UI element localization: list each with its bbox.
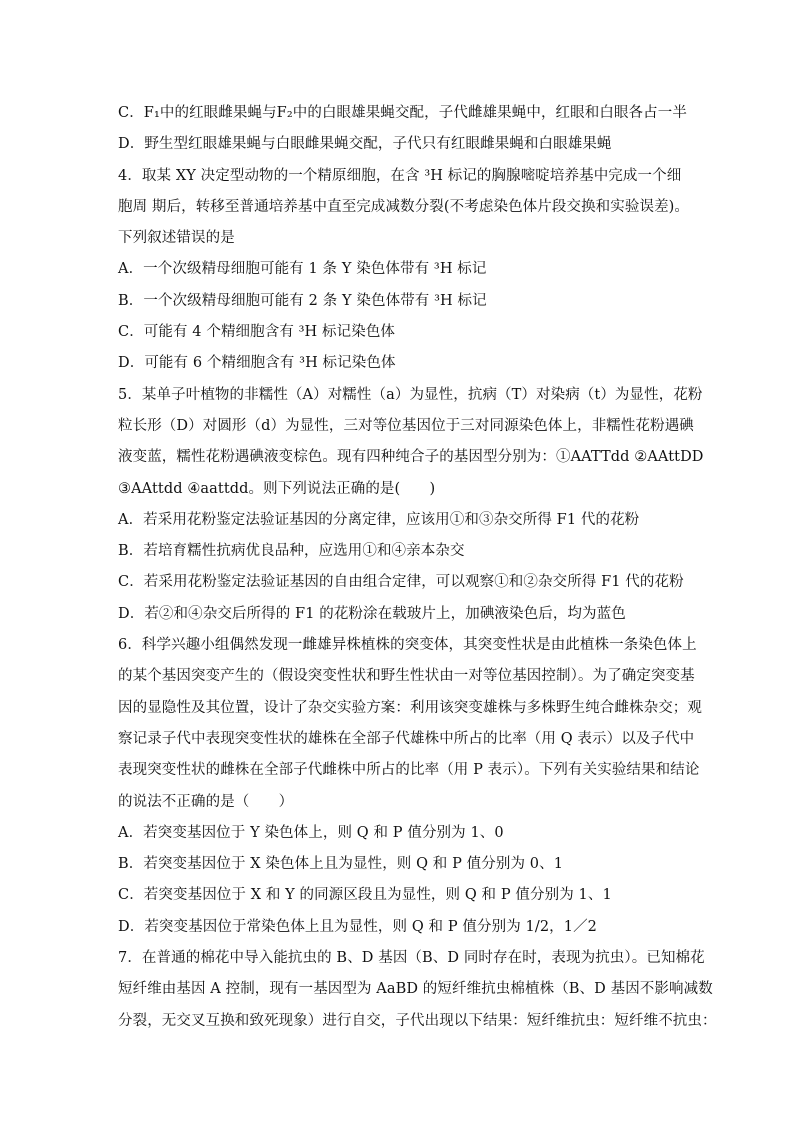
text-line: A．若采用花粉鉴定法验证基因的分离定律，应该用①和③杂交所得 F1 代的花粉: [118, 511, 640, 528]
text-line: C．可能有 4 个精细胞含有 ³H 标记染色体: [118, 324, 396, 341]
text-line: 胞周 期后，转移至普通培养基中直至完成减数分裂(不考虑染色体片段交换和实验误差)。: [118, 198, 690, 215]
text-line: D．野生型红眼雄果蝇与白眼雌果蝇交配，子代只有红眼雌果蝇和白眼雄果蝇: [118, 136, 612, 153]
text-line: A．若突变基因位于 Y 染色体上，则 Q 和 P 值分别为 1、0: [118, 824, 504, 841]
text-line: B．若突变基因位于 X 染色体上且为显性，则 Q 和 P 值分别为 0、1: [118, 856, 564, 873]
text-line: ③AAttdd ④aattdd。则下列说法正确的是( ): [118, 480, 436, 497]
text-line: A．一个次级精母细胞可能有 1 条 Y 染色体带有 ³H 标记: [118, 261, 487, 278]
text-line: C．若采用花粉鉴定法验证基因的自由组合定律，可以观察①和②杂交所得 F1 代的花粉: [118, 574, 684, 591]
text-line: 粒长形（D）对圆形（d）为显性，三对等位基因位于三对同源染色体上，非糯性花粉遇碘: [118, 417, 694, 434]
text-line: 4．取某 XY 决定型动物的一个精原细胞，在含 ³H 标记的胸腺嘧啶培养基中完成一个细: [118, 167, 682, 184]
text-line: 7．在普通的棉花中导入能抗虫的 B、D 基因（B、D 同时存在时，表现为抗虫）。已知棉花: [118, 950, 705, 967]
text-line: B．一个次级精母细胞可能有 2 条 Y 染色体带有 ³H 标记: [118, 292, 487, 309]
text-line: 分裂，无交叉互换和致死现象）进行自交，子代出现以下结果：短纤维抗虫：短纤维不抗虫：: [118, 1012, 717, 1029]
text-line: 短纤维由基因 A 控制，现有一基因型为 AaBD 的短纤维抗虫棉植株（B、D 基因不影响减数: [118, 981, 713, 998]
text-line: 液变蓝，糯性花粉遇碘液变棕色。现有四种纯合子的基因型分别为：①AATTdd ②AAttDD: [118, 449, 704, 466]
text-line: B．若培育糯性抗病优良品种，应选用①和④亲本杂交: [118, 543, 465, 560]
text-line: D．若突变基因位于常染色体上且为显性，则 Q 和 P 值分别为 1/2，1／2: [118, 918, 597, 935]
text-line: 5．某单子叶植物的非糯性（A）对糯性（a）为显性，抗病（T）对染病（t）为显性，花粉: [118, 386, 703, 403]
text-line: C．若突变基因位于 X 和 Y 的同源区段且为显性，则 Q 和 P 值分别为 1、1: [118, 887, 612, 904]
text-line: 因的显隐性及其位置，设计了杂交实验方案：利用该突变雄株与多株野生纯合雌株杂交；观: [118, 699, 702, 716]
text-line: 的某个基因突变产生的（假设突变性状和野生性状由一对等位基因控制）。为了确定突变基: [118, 668, 695, 685]
text-line: D．可能有 6 个精细胞含有 ³H 标记染色体: [118, 355, 396, 372]
text-line: 下列叙述错误的是: [118, 230, 235, 247]
text-line: 表现突变性状的雌株在全部子代雌株中所占的比率（用 P 表示）。下列有关实验结果和结论: [118, 762, 700, 779]
text-line: 的说法不正确的是（ ）: [118, 793, 294, 810]
text-line: 察记录子代中表现突变性状的雄株在全部子代雄株中所占的比率（用 Q 表示）以及子代中: [118, 730, 695, 747]
document-page: [118, 98, 717, 1037]
text-line: C．F₁中的红眼雌果蝇与F₂中的白眼雄果蝇交配，子代雌雄果蝇中，红眼和白眼各占一半: [118, 105, 687, 121]
text-line: 6．科学兴趣小组偶然发现一雌雄异株植株的突变体，其突变性状是由此植株一条染色体上: [118, 637, 697, 654]
text-line: D．若②和④杂交后所得的 F1 的花粉涂在载玻片上，加碘液染色后，均为蓝色: [118, 605, 626, 622]
